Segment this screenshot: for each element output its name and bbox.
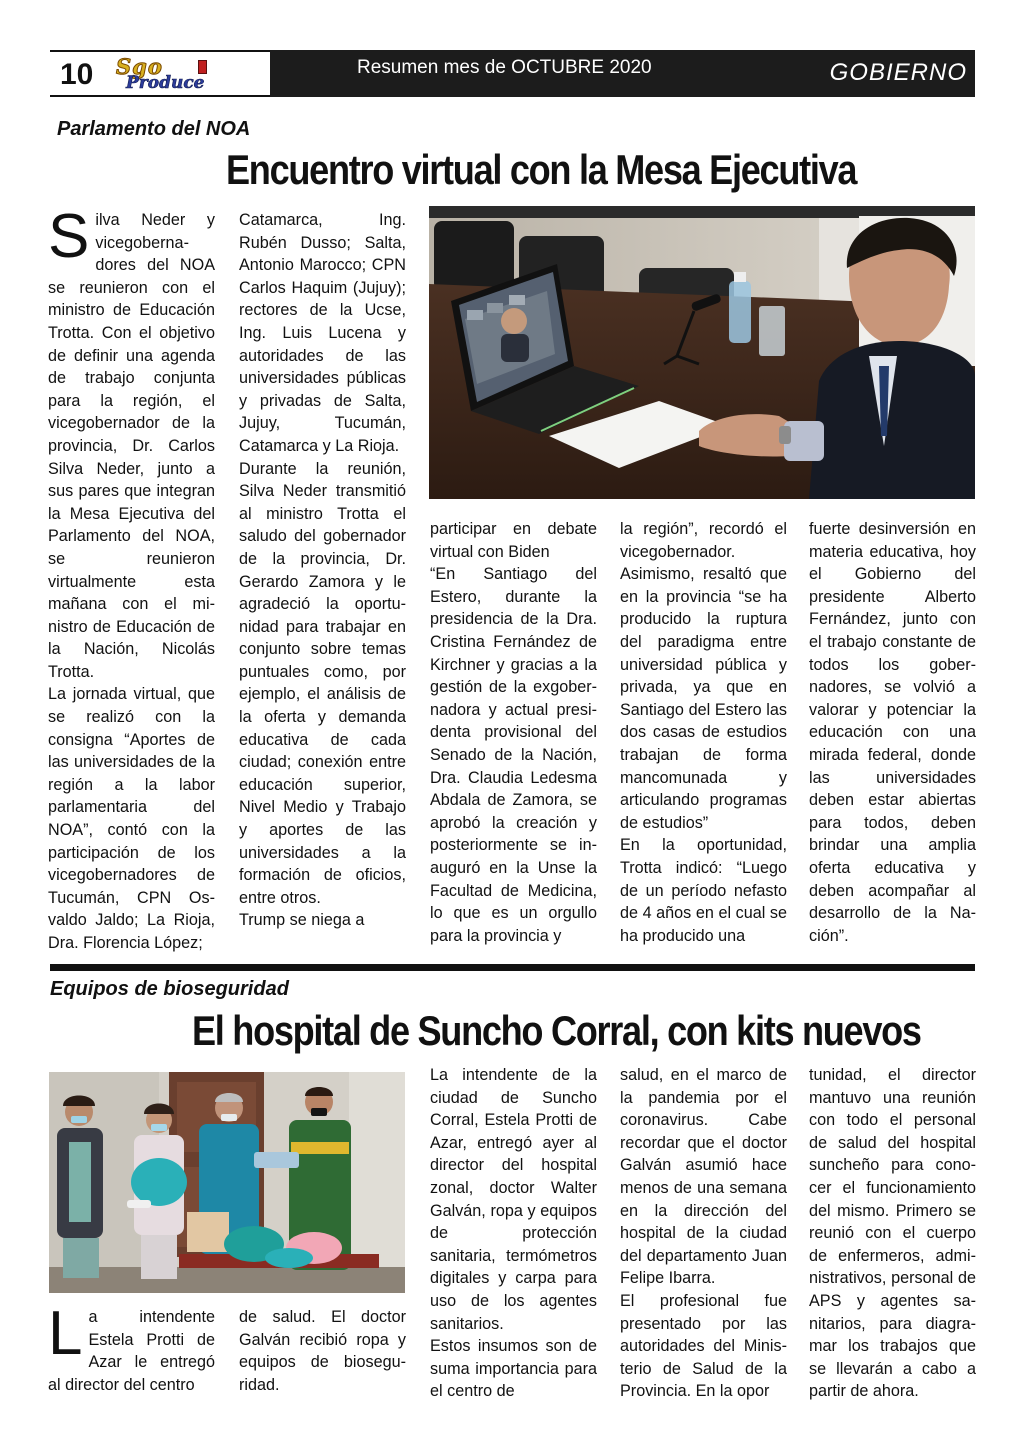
logo-text-top: Sgo xyxy=(116,54,163,79)
page-header-left xyxy=(50,50,270,97)
article2-kicker: Equipos de bioseguridad xyxy=(50,978,289,1000)
sgo-produce-logo xyxy=(116,56,256,94)
article2-column-2-text: de salud. El doctor Galván recibió ropa y equipos de bioseguridad. xyxy=(239,1308,406,1394)
video-conference-illustration xyxy=(429,206,975,499)
page-number: 10 xyxy=(60,58,94,91)
article1-dropcap: S xyxy=(48,202,90,271)
article1-column-5-text: fuerte desinversión en materia educativa, hoy el Gobierno del presidente Alberto Fernández, junto con el trabajo constante de todos los gobernadores, se volvió a valorar y potenciar la educación con una mirada federal, donde las universidades deben estar abiertas para todos, deben brindar una amplia oferta educativa y deben acompañar al desarrollo de la Nación”. xyxy=(809,520,976,945)
article1-column-4-text: la región”, recordó el vicegobernador. Asimismo, resaltó que en la provincia “se ha producido la ruptura del paradigma entre universidad pública y privada, ya que en Santiago del Estero las dos casas de estudios trabajan de forma mancomunada y articulando programas de estudios” En la oportunidad, Trotta indicó: “Luego de un período nefasto de 4 años en el cual se ha producido una xyxy=(620,520,787,945)
article2-column-4 xyxy=(620,1064,787,1403)
article1-column-3-text: participar en debate virtual con Biden “En Santiago del Estero, durante la presidencia de la Dra. Cristina Fernández de Kirchner y gracias a la gestión de la exgobernadora y actual presidenta provisional del Senado de la Nación, Dra. Claudia Ledesma Abdala de Zamora, se aprobó la creación y posteriormente se inauguró en la Unse la Facultad de Medicina, lo que es un orgullo para la provincia y xyxy=(430,520,597,945)
article2-column-2 xyxy=(239,1306,406,1396)
article2-column-3-text: La intendente de la ciudad de Suncho Corral, Estela Protti de Azar, entregó ayer al director del hospital zonal, doctor Walter Galván, ropa y equipos de protección sanitaria, termómetros digitales y carpa para uso de los agentes sanitarios. Estos insumos son de suma importancia para el centro de xyxy=(430,1066,597,1401)
article1-column-3 xyxy=(430,518,597,947)
hospital-kits-photo xyxy=(49,1072,405,1293)
issue-summary: Resumen mes de OCTUBRE 2020 xyxy=(357,57,652,78)
article1-column-2 xyxy=(239,209,406,932)
article2-column-5 xyxy=(809,1064,976,1403)
article2-headline: El hospital de Suncho Corral, con kits nuevos xyxy=(192,1007,921,1054)
article2-column-5-text: tunidad, el director mantuvo una reunión con todo el personal de salud del hospital suncheño para conocer el funcionamiento del mismo. Primero se reunió con el cuerpo de enfermeros, administrativos, personal de APS y agentes sanitarios, para diagramar los trabajos que se llevarán a cabo a partir de ahora. xyxy=(809,1066,976,1401)
article1-column-1 xyxy=(48,202,215,955)
page-header-bar xyxy=(270,50,975,97)
article1-column-2-text: Catamarca, Ing. Rubén Dusso; Salta, Antonio Marocco; CPN Carlos Haquim (Jujuy); rectores de la Ucse, Ing. Luis Lucena y autoridades de las universidades públicas y privadas de Salta, Jujuy, Tucumán, Catamarca y La Rioja. Durante la reunión, Silva Neder transmitió al ministro Trotta el saludo del gobernador de la provincia, Dr. Gerardo Zamora y le agradeció la oportunidad para trabajar en conjunto sobre temas puntuales como, por ejemplo, el análisis de la oferta y demanda educativa de cada ciudad; conexión entre educación superior, Nivel Medio y Trabajo y aportes de las universidades a la formación de oficios, entre otros. Trump se niega a xyxy=(239,211,406,930)
article1-column-5 xyxy=(809,518,976,947)
section-divider xyxy=(50,964,975,971)
article1-column-4 xyxy=(620,518,787,947)
article2-column-4-text: salud, en el marco de la pandemia por el coronavirus. Cabe recordar que el doctor Galván asumió hace menos de una semana en la dirección del hospital de la ciudad del departamento Juan Felipe Ibarra. El profesional fue presentado por las autoridades del Ministerio de Salud de la Provincia. En la opor xyxy=(620,1066,787,1401)
article2-column-3 xyxy=(430,1064,597,1403)
article2-column-1-text: a intendente Estela Protti de Azar le entregó al director del centro xyxy=(48,1308,215,1394)
logo-text-bottom: Produce xyxy=(126,73,205,93)
article2-column-1 xyxy=(48,1299,215,1396)
article1-kicker: Parlamento del NOA xyxy=(57,118,251,140)
article1-headline: Encuentro virtual con la Mesa Ejecutiva xyxy=(226,146,857,193)
logo-flag-icon xyxy=(198,60,207,74)
video-conference-photo xyxy=(429,206,975,499)
hospital-kits-illustration xyxy=(49,1072,405,1293)
article1-column-1-text: ilva Neder y vicegobernadores del NOA se reunieron con el ministro de Educación Trotta. Con el objetivo de definir una agenda de trabajo conjunta para la región, el vicegobernador de la provincia, Dr. Carlos Silva Neder, junto a sus pares que integran la Mesa Ejecutiva del Parlamento del NOA, se reunieron virtualmente esta mañana con el ministro de Educación de la Nación, Nicolás Trotta. La jornada virtual, que se realizó con la consigna “Aportes de las universidades de la región a la labor parlamentaria del NOA”, contó con la participación de los vicegobernadores de Tucumán, CPN Osvaldo Jaldo; La Rioja, Dra. Florencia López; xyxy=(48,211,215,952)
article2-dropcap: L xyxy=(48,1299,83,1368)
section-name: GOBIERNO xyxy=(829,59,967,86)
